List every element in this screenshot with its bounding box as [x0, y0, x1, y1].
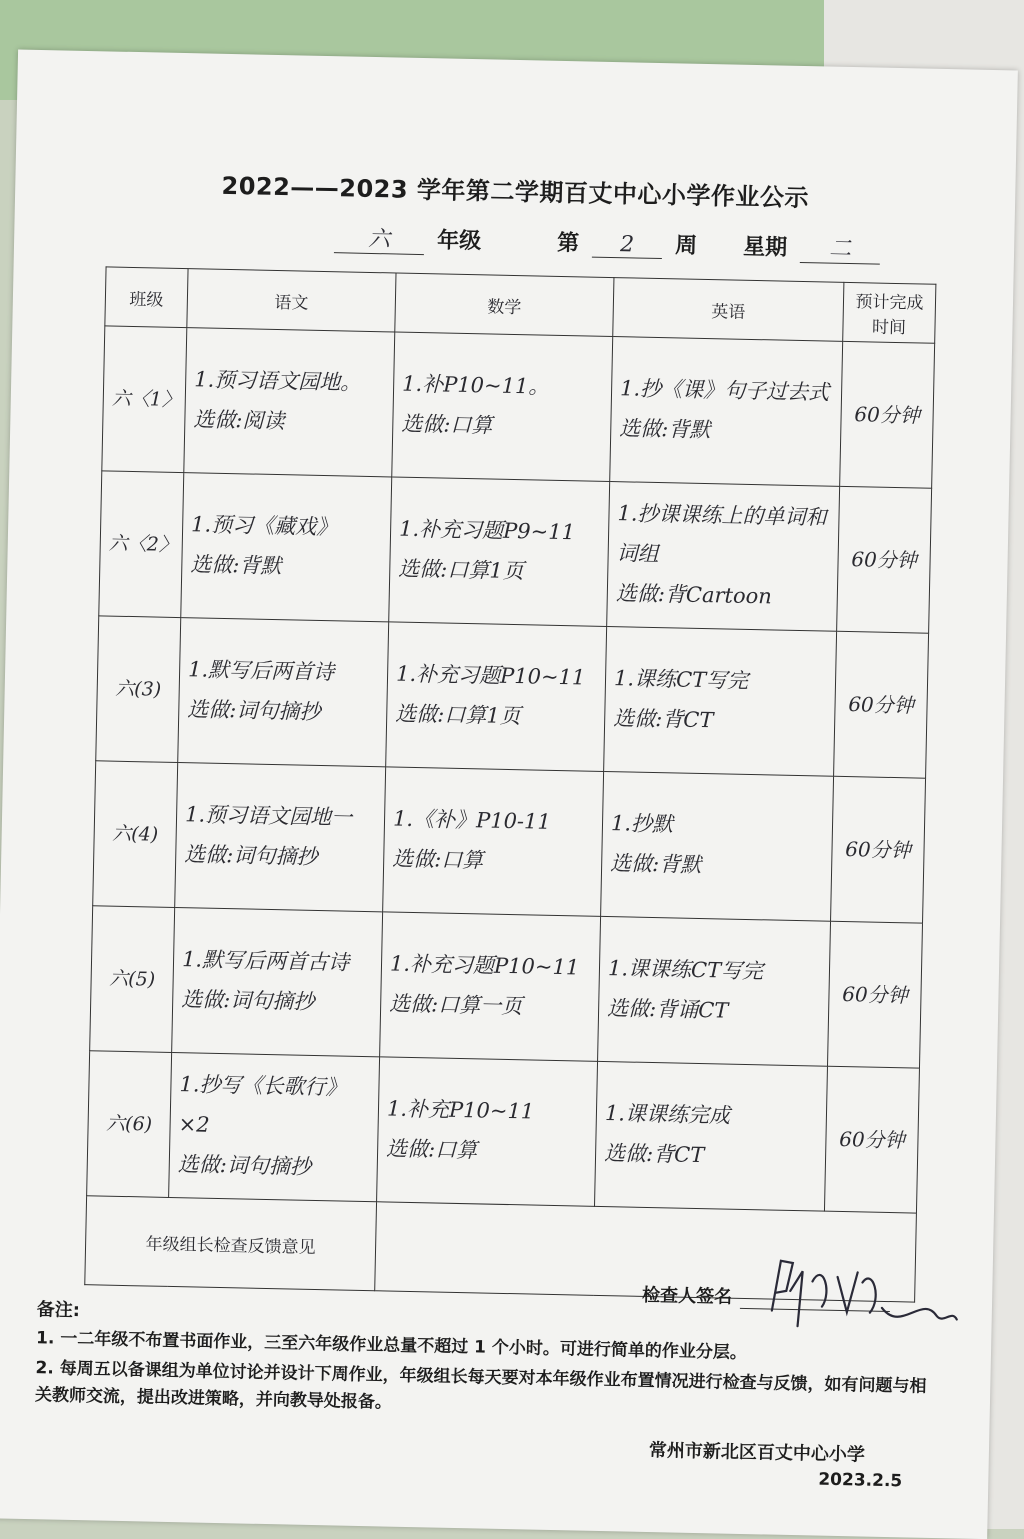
table-row	[87, 1051, 920, 1213]
english-cell	[598, 916, 831, 1066]
time-cell: 60分钟	[831, 776, 926, 923]
class-cell: 六(6)	[87, 1051, 172, 1198]
optional-line: 选做:口算1页	[398, 556, 524, 584]
class-cell: 六(3)	[96, 616, 181, 763]
chinese-cell	[169, 1052, 380, 1201]
header-math: 数学	[395, 273, 614, 337]
task-line: 1.补充习题P10~11	[395, 661, 586, 690]
optional-line: 选做:背默	[619, 416, 711, 443]
task-line: 1.预习语文园地一	[184, 802, 353, 830]
optional-line: 选做:词句摘抄	[177, 1152, 312, 1179]
chinese-cell	[178, 618, 389, 767]
review-label: 年级组长检查反馈意见	[85, 1196, 377, 1291]
class-cell: 六〈2〉	[99, 471, 184, 618]
optional-line: 选做:口算1页	[395, 701, 521, 729]
math-cell	[383, 767, 604, 917]
table-row	[96, 616, 929, 778]
optional-line: 选做:背Cartoon	[615, 581, 773, 609]
optional-line: 选做:词句摘抄	[181, 987, 315, 1014]
task-line: 1.《补》P10-11	[392, 806, 552, 834]
weekday-value: 二	[800, 231, 881, 265]
subtitle-line	[334, 221, 881, 264]
optional-line: 选做:口算一页	[388, 991, 523, 1019]
week-value: 2	[592, 232, 663, 259]
document-date: 2023.2.5	[818, 1469, 903, 1492]
class-cell: 六(4)	[93, 761, 178, 908]
time-cell: 60分钟	[834, 631, 929, 778]
optional-line: 选做:词句摘抄	[184, 842, 318, 869]
english-cell	[604, 626, 837, 776]
english-cell	[601, 771, 834, 921]
table-row	[102, 326, 935, 488]
math-cell	[380, 912, 601, 1062]
note-item: 2. 每周五以备课组为单位讨论并设计下周作业，年级组长每天要对本年级作业布置情况进行检查与反馈，如有问题与相关教师交流，提出改进策略，并向教导处报备。	[34, 1358, 927, 1413]
math-cell	[377, 1057, 598, 1207]
note-item: 1. 一二年级不布置书面作业，三至六年级作业总量不超过 1 个小时。可进行简单的作业分层。	[35, 1328, 748, 1364]
grade-value: 六	[334, 221, 425, 255]
task-line: 1.补充P10~11	[386, 1096, 535, 1124]
optional-line: 选做:背CT	[603, 1141, 705, 1168]
header-chinese: 语文	[187, 269, 396, 332]
english-cell	[607, 482, 840, 632]
signature-label: 检查人签名	[641, 1284, 733, 1308]
optional-line: 选做:口算	[401, 411, 493, 438]
english-cell	[610, 337, 843, 487]
optional-line: 选做:背诵CT	[606, 996, 729, 1023]
optional-line: 选做:背默	[190, 552, 282, 579]
notes-heading: 备注:	[36, 1299, 81, 1322]
math-cell	[389, 477, 610, 627]
optional-line: 选做:口算	[391, 846, 484, 873]
chinese-cell	[181, 473, 392, 622]
class-cell: 六(5)	[90, 906, 175, 1053]
math-cell	[392, 332, 613, 482]
header-class: 班级	[105, 267, 188, 328]
header-english: 英语	[613, 278, 844, 342]
homework-table	[84, 266, 936, 1302]
organization-name: 常州市新北区百丈中心小学	[648, 1440, 866, 1466]
task-line: 1.补P10~11。	[401, 371, 550, 399]
time-cell: 60分钟	[837, 486, 932, 633]
weekday-label: 星期	[742, 234, 788, 261]
chinese-cell	[175, 763, 386, 912]
task-line: 1.默写后两首诗	[187, 657, 335, 685]
optional-line: 选做:背CT	[612, 706, 714, 733]
week-label-post: 周	[674, 233, 698, 259]
table-row	[90, 906, 923, 1068]
table-row	[93, 761, 926, 923]
english-cell	[595, 1061, 828, 1211]
notes-section	[35, 1295, 937, 1431]
header-time: 预计完成时间	[843, 282, 936, 343]
task-line: 1.抄课课练上的单词和词组	[616, 501, 827, 567]
optional-line: 选做:背默	[609, 851, 702, 878]
math-cell	[386, 622, 607, 772]
grade-label: 年级	[436, 228, 482, 255]
task-line: 1.预习语文园地。	[193, 367, 362, 395]
task-line: 1.补充习题P9~11	[398, 516, 576, 545]
task-line: 1.抄写《长歌行》×2	[178, 1072, 347, 1137]
time-cell: 60分钟	[840, 341, 935, 488]
chinese-cell	[184, 328, 395, 477]
task-line: 1.抄《课》句子过去式	[619, 376, 830, 405]
task-line: 1.课课练完成	[604, 1101, 731, 1128]
page-title: 2022——2023 学年第二学期百丈中心小学作业公示	[221, 171, 810, 213]
task-line: 1.默写后两首古诗	[181, 947, 350, 975]
task-line: 1.抄默	[610, 811, 674, 837]
task-line: 1.课课练CT写完	[607, 956, 764, 984]
week-label-pre: 第	[556, 230, 580, 257]
optional-line: 选做:词句摘抄	[187, 697, 321, 725]
task-line: 1.补充习题P10~11	[389, 951, 580, 980]
task-line: 1.预习《藏戏》	[190, 512, 338, 540]
table-row	[99, 471, 932, 633]
chinese-cell	[172, 907, 383, 1056]
class-cell: 六〈1〉	[102, 326, 187, 473]
time-cell: 60分钟	[824, 1066, 919, 1213]
homework-notice-sheet	[0, 50, 1018, 1539]
optional-line: 选做:阅读	[193, 407, 285, 434]
optional-line: 选做:口算	[385, 1136, 478, 1163]
time-cell: 60分钟	[827, 921, 922, 1068]
task-line: 1.课练CT写完	[613, 666, 749, 694]
